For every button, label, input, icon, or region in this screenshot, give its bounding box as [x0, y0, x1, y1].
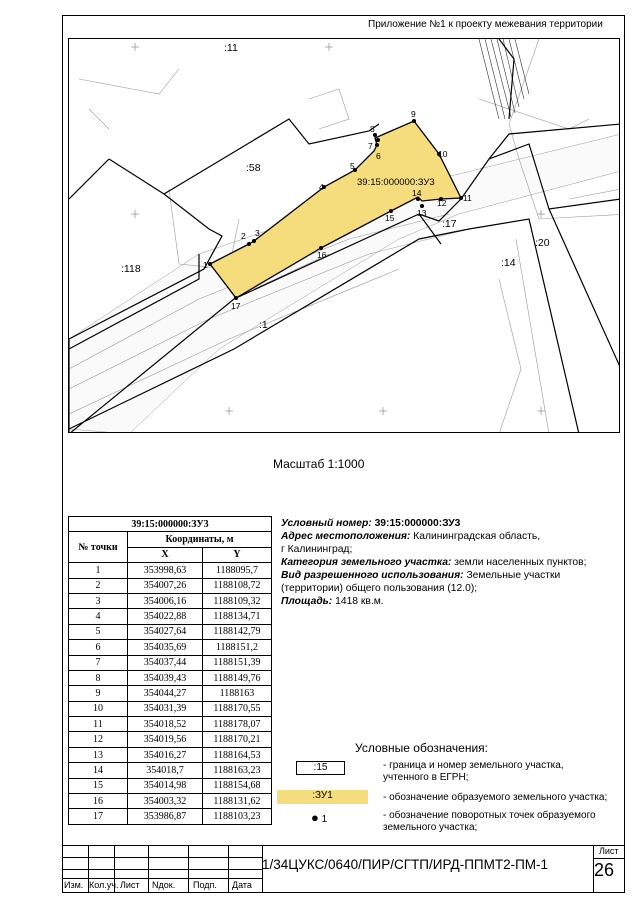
neighbor-label: :1 [259, 319, 268, 331]
neighbor-label: :17 [442, 218, 457, 230]
stamp-label: Подп. [193, 880, 217, 890]
neighbor-label: :11 [224, 42, 238, 54]
x-cell: 354018,7 [128, 763, 203, 778]
point-label: 11 [463, 193, 472, 203]
table-row [69, 778, 272, 793]
legend-text [383, 760, 564, 784]
point-number-cell: 5 [69, 624, 128, 639]
neighbor-label: :58 [246, 162, 261, 174]
point-label: 16 [317, 250, 327, 260]
point-3 [252, 239, 256, 243]
point-number-cell: 9 [69, 686, 128, 701]
sheet-divider [593, 858, 625, 859]
table-row [69, 609, 272, 624]
y-cell: 1188151,2 [203, 640, 272, 655]
stamp-label: Кол.уч. [89, 880, 119, 890]
x-cell: 353998,63 [128, 563, 203, 578]
hatch-area [479, 39, 529, 119]
table-row [69, 763, 272, 778]
point-label: 15 [385, 213, 395, 223]
point-number-cell: 10 [69, 701, 128, 716]
x-cell: 354018,52 [128, 717, 203, 732]
y-cell: 1188134,71 [203, 609, 272, 624]
point-number-cell: 14 [69, 763, 128, 778]
legend-text-line: земельного участка; [383, 822, 478, 833]
info-value: (территории) общего пользования (12.0); [281, 583, 478, 594]
table-row [69, 640, 272, 655]
info-value: земли населенных пунктов; [454, 557, 587, 568]
y-cell: 1188164,53 [203, 747, 272, 762]
point-label: 1 [203, 260, 208, 270]
point-label: 3 [255, 228, 260, 238]
legend-text: - обозначение образуемого земельного участка; [383, 792, 608, 803]
parcel-label: 39:15:000000:ЗУ3 [357, 177, 435, 188]
x-cell: 354039,43 [128, 670, 203, 685]
x-cell: 354006,16 [128, 593, 203, 608]
table-row [69, 578, 272, 593]
info-label: Адрес местоположения: [281, 531, 411, 542]
point-2 [247, 242, 251, 246]
col-point: № точки [69, 532, 128, 563]
y-cell: 1188109,32 [203, 593, 272, 608]
table-row [69, 593, 272, 608]
table-row [69, 747, 272, 762]
point-label: 6 [376, 151, 381, 161]
point-number-cell: 4 [69, 609, 128, 624]
y-cell: 1188163 [203, 686, 272, 701]
stamp-label: Дата [232, 880, 252, 890]
legend-text-line: учтенного в ЕГРН; [383, 772, 469, 783]
point-number-cell: 13 [69, 747, 128, 762]
x-cell: 353986,87 [128, 809, 203, 824]
table-row [69, 655, 272, 670]
y-cell: 1188151,39 [203, 655, 272, 670]
y-cell: 1188108,72 [203, 578, 272, 593]
point-number-cell: 16 [69, 794, 128, 809]
y-cell: 1188170,21 [203, 732, 272, 747]
info-value: Земельные участки [466, 570, 561, 581]
table-row [69, 670, 272, 685]
point-label: 2 [241, 231, 246, 241]
legend-text-line: - обозначение поворотных точек образуемого [383, 810, 596, 821]
table-row [69, 794, 272, 809]
x-cell: 354003,32 [128, 794, 203, 809]
point-number-cell: 8 [69, 670, 128, 685]
coordinates-table [68, 516, 272, 825]
info-value: г Калининград; [281, 544, 353, 555]
legend-point-number: 1 [321, 814, 328, 825]
x-cell: 354019,56 [128, 732, 203, 747]
point-number-cell: 2 [69, 578, 128, 593]
x-cell: 354037,44 [128, 655, 203, 670]
point-17 [234, 296, 238, 300]
col-x: X [128, 547, 203, 562]
info-label: Площадь: [281, 596, 333, 607]
stamp-label: Nдок. [152, 880, 176, 890]
y-cell: 1188170,55 [203, 701, 272, 716]
x-cell: 354031,39 [128, 701, 203, 716]
document-code: 1/34ЦУКС/0640/ПИР/СГТП/ИРД-ППМТ2-ПМ-1 [262, 857, 549, 872]
legend-symbol-formed: :ЗУ1 [277, 790, 368, 804]
point-number-cell: 3 [69, 593, 128, 608]
y-cell: 1188131,62 [203, 794, 272, 809]
x-cell: 354014,98 [128, 778, 203, 793]
y-cell: 1188103,23 [203, 809, 272, 824]
stamp-label: Лист [120, 880, 140, 890]
point-number-cell: 7 [69, 655, 128, 670]
point-number-cell: 15 [69, 778, 128, 793]
neighbor-label: :118 [121, 263, 141, 275]
map-scale: Масштаб 1:1000 [273, 457, 365, 471]
info-label: Категория земельного участка: [281, 557, 452, 568]
legend-text [383, 810, 596, 834]
point-label: 14 [412, 188, 422, 198]
point-number-cell: 12 [69, 732, 128, 747]
x-cell: 354035,69 [128, 640, 203, 655]
stamp-label: Изм. [64, 880, 84, 890]
document-header: Приложение №1 к проекту межевания территории [368, 19, 603, 30]
info-value: Калининградская область, [413, 531, 541, 542]
point-label: 4 [319, 182, 324, 192]
x-cell: 354022,88 [128, 609, 203, 624]
col-y: Y [203, 547, 272, 562]
point-label: 9 [411, 109, 416, 119]
table-row [69, 717, 272, 732]
point-label: 5 [350, 161, 355, 171]
y-cell: 1188149,76 [203, 670, 272, 685]
info-value: 1418 кв.м. [335, 596, 384, 607]
info-value: 39:15:000000:ЗУ3 [374, 518, 461, 529]
point-label: 7 [368, 141, 373, 151]
legend-symbol-existing: :15 [296, 761, 345, 775]
x-cell: 354044,27 [128, 686, 203, 701]
sheet-label: Лист [599, 846, 619, 856]
point-label: 10 [438, 149, 448, 159]
legend-text-line: - граница и номер земельного участка, [383, 760, 564, 771]
point-number-cell: 1 [69, 563, 128, 578]
table-title: 39:15:000000:ЗУ3 [69, 517, 272, 532]
table-row [69, 624, 272, 639]
parcel-info [281, 517, 621, 608]
neighbor-label: :14 [501, 257, 516, 269]
y-cell: 1188163,23 [203, 763, 272, 778]
neighbor-label: :20 [535, 237, 550, 249]
x-cell: 354016,27 [128, 747, 203, 762]
cadastral-map [68, 38, 620, 433]
table-row [69, 809, 272, 824]
point-label: 12 [437, 198, 447, 208]
point-number-cell: 11 [69, 717, 128, 732]
y-cell: 1188142,79 [203, 624, 272, 639]
map-drawing [69, 39, 620, 433]
coordinates-body [69, 563, 272, 825]
sheet-number: 26 [594, 860, 615, 880]
x-cell: 354027,64 [128, 624, 203, 639]
info-label: Условный номер: [281, 518, 372, 529]
point-label: 13 [417, 208, 427, 218]
x-cell: 354007,26 [128, 578, 203, 593]
legend-symbol-point: ● 1 [311, 810, 328, 825]
y-cell: 1188154,68 [203, 778, 272, 793]
point-label: 8 [370, 124, 375, 134]
point-9 [412, 119, 416, 123]
legend-title: Условные обозначения: [355, 741, 488, 755]
point-number-cell: 6 [69, 640, 128, 655]
col-coords: Координаты, м [128, 532, 272, 547]
y-cell: 1188178,07 [203, 717, 272, 732]
info-label: Вид разрешенного использования: [281, 570, 464, 581]
table-row [69, 732, 272, 747]
y-cell: 1188095,7 [203, 563, 272, 578]
table-row [69, 686, 272, 701]
table-row [69, 563, 272, 578]
point-number-cell: 17 [69, 809, 128, 824]
point-7 [376, 138, 380, 142]
point-6 [375, 143, 379, 147]
point-1 [208, 262, 212, 266]
table-row [69, 701, 272, 716]
point-label: 17 [231, 301, 241, 311]
